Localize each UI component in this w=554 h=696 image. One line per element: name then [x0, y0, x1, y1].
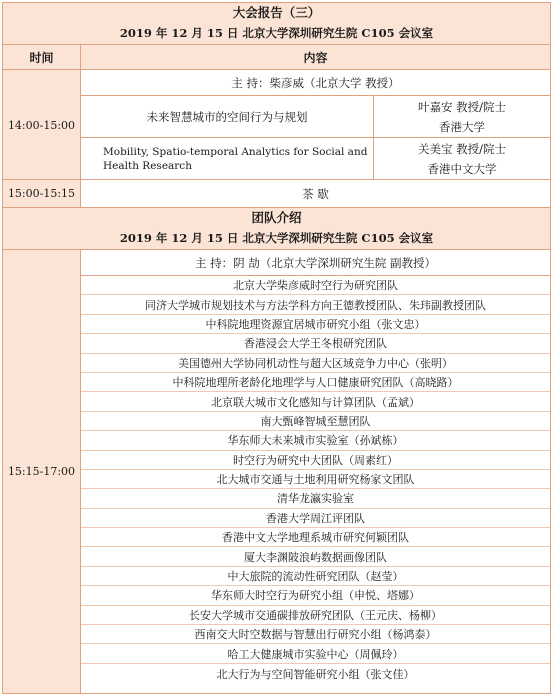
list-item: 时空行为研究中大团队（周素红）	[81, 451, 550, 470]
teams-time: 15:15-17:00	[7, 465, 76, 478]
speaker-affiliation: 香港中文大学	[427, 161, 497, 176]
list-item: 西南交大时空数据与智慧出行研究小组（杨鸿泰）	[81, 625, 550, 644]
section-title: 大会报告（三）	[232, 5, 321, 20]
section-header-teams	[3, 208, 550, 250]
tea-time: 15:00-15:15	[3, 180, 80, 207]
list-item: 中科院地理资源宜居城市研究小组（张文忠）	[81, 315, 550, 334]
list-item: 同济大学城市规划技术与方法学科方向王德教授团队、朱玮副教授团队	[81, 295, 550, 314]
section-subtitle: 2019 年 12 月 15 日 北京大学深圳研究生院 C105 会议室	[119, 231, 434, 245]
teams-chair: 主 持：阴 劼（北京大学深圳研究生院 副教授）	[195, 255, 436, 270]
tea-label: 茶 歇	[302, 186, 329, 201]
tea-break-row	[3, 180, 550, 208]
list-item: 哈工大健康城市实验中心（周佩玲）	[81, 644, 550, 663]
talk-title: 未来智慧城市的空间行为与规划	[146, 109, 308, 124]
column-header-row	[3, 45, 550, 70]
list-item: 北京联大城市文化感知与计算团队（孟斌）	[81, 392, 550, 411]
list-item: 中科院地理所老龄化地理学与人口健康研究团队（高晓路）	[81, 373, 550, 392]
team-list	[81, 276, 550, 683]
section-title: 团队介绍	[251, 210, 302, 225]
list-item: 北大城市交通与土地利用研究杨家文团队	[81, 470, 550, 489]
section-subtitle: 2019 年 12 月 15 日 北京大学深圳研究生院 C105 会议室	[119, 26, 434, 40]
talk-speaker	[374, 138, 550, 179]
column-header-time: 时间	[29, 50, 54, 65]
list-item: 华东师大未来城市实验室（孙斌栋）	[81, 431, 550, 450]
talk-title: Mobility, Spatio-temporal Analytics for Social and Health Research	[103, 145, 368, 172]
talk-row	[81, 96, 550, 138]
speaker-name: 叶嘉安 教授/院士	[417, 99, 507, 114]
column-header-content: 内容	[303, 50, 328, 65]
list-item: 香港中文大学地理系城市研究何颖团队	[81, 528, 550, 547]
speaker-name: 关美宝 教授/院士	[417, 141, 507, 156]
list-item: 华东师大时空行为研究小组（申悦、塔娜）	[81, 586, 550, 605]
list-item: 清华龙瀛实验室	[81, 489, 550, 508]
talks-time: 14:00-15:00	[7, 118, 76, 132]
list-item: 北京大学柴彦威时空行为研究团队	[81, 276, 550, 295]
list-item: 北大行为与空间智能研究小组（张文佳）	[216, 667, 415, 681]
speaker-affiliation: 香港大学	[439, 119, 485, 134]
list-item: 南大甄峰智城至慧团队	[81, 412, 550, 431]
talks-chair: 主 持：柴彦威（北京大学 教授）	[231, 75, 400, 90]
list-item: 中大旅院的流动性研究团队（赵莹）	[81, 567, 550, 586]
teams-chair-row	[81, 250, 550, 276]
list-item: 香港浸会大学王冬根研究团队	[81, 334, 550, 353]
talks-chair-row	[81, 70, 550, 96]
section-header-plenary	[3, 3, 550, 45]
list-item: 香港大学周江评团队	[81, 509, 550, 528]
list-item: 厦大李渊陂浪屿数据画像团队	[81, 547, 550, 566]
list-item: 美国德州大学协同机动性与超大区域竞争力中心（张明）	[81, 354, 550, 373]
talk-speaker	[374, 96, 550, 137]
schedule-table	[2, 2, 551, 694]
list-item: 长安大学城市交通碳排放研究团队（王元庆、杨柳）	[81, 606, 550, 625]
talk-row	[81, 138, 550, 180]
